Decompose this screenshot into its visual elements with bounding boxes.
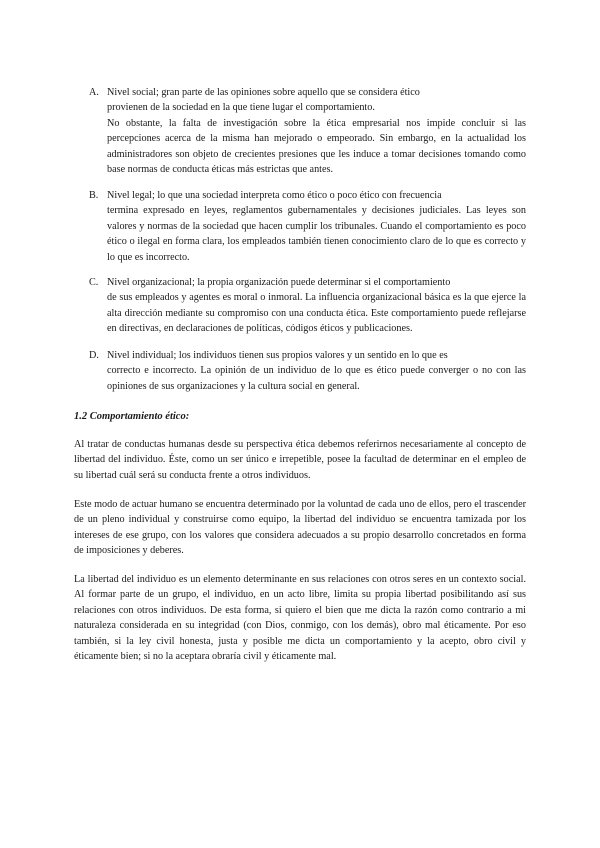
list-marker: A. (89, 87, 99, 98)
list-item-first-line: Nivel legal; lo que una sociedad interpreta como ético o poco ético con frecuencia (107, 190, 442, 201)
list-item-body: de sus empleados y agentes es moral o inmoral. La influencia organizacional básica es la que ejerce la alta dirección mediante su compromiso con una conducta ética. Este comportamiento puede reflejarse en directivas, en declaraciones de políticas, códigos éticos y publicaciones. (107, 292, 526, 335)
list-item-individual (89, 348, 526, 394)
list-marker: C. (89, 277, 99, 288)
paragraph: Al tratar de conductas humanas desde su perspectiva ética debemos referirnos necesariamente al concepto de libertad del individuo. Éste, como un ser único e irrepetible, posee la facultad de determinar en el empleo de su libertad cuál será su conducta frente a otros individuos. (74, 439, 526, 481)
paragraph: Este modo de actuar humano se encuentra determinado por la voluntad de cada uno de ellos, pero el trascender de un pleno individual y construirse como equipo, la libertad del individuo se encuentra tamizada por los intereses de ese grupo, con los valores que considera adecuados a su propio desarrollo concretados en forma de imposiciones y deberes. (74, 499, 526, 557)
list-item-body: termina expresado en leyes, reglamentos gubernamentales y decisiones judiciales. Las leyes son valores y normas de la sociedad que hacen cumplir los tribunales. Cuando el comportamiento es poco ético o ilegal en forma clara, los empleados también tienen conocimiento claro de lo que es correcto y lo que es incorrecto. (107, 205, 526, 263)
list-item-body: provienen de la sociedad en la que tiene lugar el comportamiento. (107, 102, 375, 114)
list-marker: D. (89, 350, 99, 361)
list-item-first-line: Nivel organizacional; la propia organización puede determinar si el comportamiento (107, 277, 451, 288)
list-item-body: correcto e incorrecto. La opinión de un individuo de lo que es ético puede converger o no con las opiniones de sus organizaciones y la cultura social en general. (107, 365, 526, 392)
list-item-first-line: Nivel individual; los individuos tienen sus propios valores y un sentido en lo que es (107, 350, 448, 361)
list-marker: B. (89, 190, 99, 201)
list-item-legal (89, 188, 526, 265)
paragraph: La libertad del individuo es un elemento determinante en sus relaciones con otros seres en un contexto social. Al formar parte de un grupo, el individuo, en un acto libre, limita su propia libertad posibilitando así sus relaciones con otros individuos. De esta forma, si quiero el bien que me dicta la razón como contrario a mi naturaleza considerada en su integridad (con Dios, conmigo, con los demás), obro mal éticamente. Por eso también, si la ley civil honesta, justa y posible me dicta un comportamiento y la acepto, obro civil y éticamente bien; si no la aceptara obraría civil y éticamente mal. (74, 574, 526, 663)
list-item-social (89, 85, 526, 177)
list-item-body-continued: No obstante, la falta de investigación sobre la ética empresarial nos impide concluir si las percepciones acerca de la misma han mejorado o empeorado. Sin embargo, en la actualidad los administradores son objeto de crecientes presiones que les induce a tomar decisiones tomando como base normas de conducta éticas más estrictas que antes. (107, 117, 526, 176)
list-item-first-line: Nivel social; gran parte de las opiniones sobre aquello que se considera ético (107, 87, 420, 98)
section-heading: 1.2 Comportamiento ético: (74, 411, 190, 422)
list-item-organizational (89, 275, 526, 337)
